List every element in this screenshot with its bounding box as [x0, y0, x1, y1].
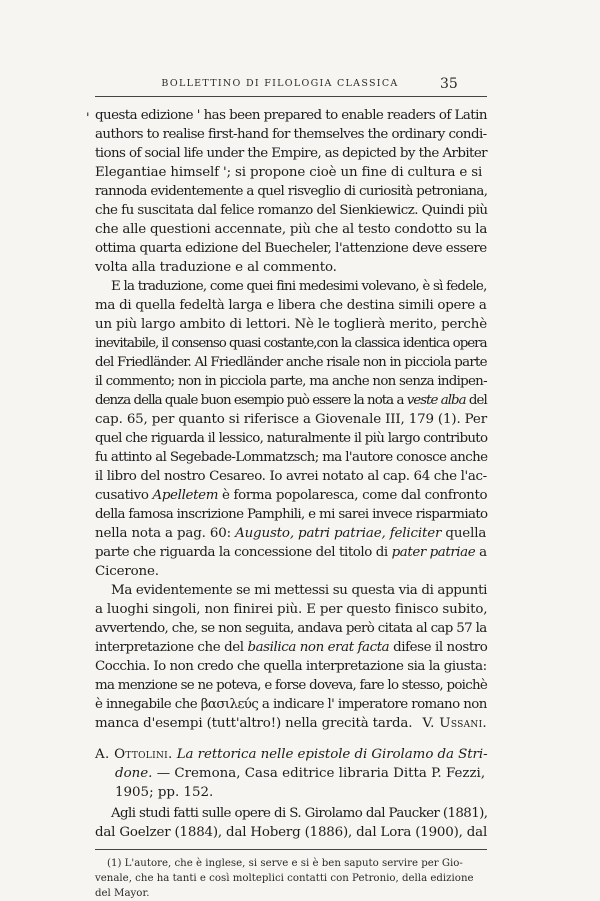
text-line: tions of social life under the Empire, as depicted by the Arbiter	[95, 146, 488, 161]
author-signature: V. Ussani.	[422, 716, 487, 731]
text-run: difese il nostro	[389, 640, 488, 655]
text-line	[95, 391, 487, 410]
text-line: che alle questioni accennate, più che al testo condotto su la	[95, 222, 488, 237]
italic-phrase: veste alba	[406, 393, 466, 408]
italic-phrase: Augusto, patri patriae, feliciter	[235, 526, 442, 541]
text-run: nella nota a pag. 60:	[95, 526, 236, 541]
review-entry	[95, 745, 487, 802]
review-heading-line	[95, 764, 487, 783]
text-line: ma di quella fedeltà larga e libera che destina simili opere a	[95, 298, 487, 313]
text-line: della famosa inscrizione Pamphili, e mi sarei invece risparmiato	[95, 507, 488, 522]
text-line: il libro del nostro Cesareo. Io avrei notato al cap. 64 che l'ac-	[95, 469, 487, 484]
text-run: del	[465, 393, 487, 408]
review-author: A. Ottolini.	[95, 747, 173, 762]
text-run: a	[475, 545, 487, 560]
text-line: rannoda evidentemente a quel risveglio di curiosità petroniana,	[95, 184, 488, 199]
text-line: Ma evidentemente se mi mettessi su questa via di appunti	[111, 583, 488, 598]
italic-phrase: Apelletem	[152, 488, 219, 503]
text-run: è forma popolaresca, come dal confronto	[218, 488, 488, 503]
text-line: il commento; non in picciola parte, ma anche non senza indipen-	[95, 374, 487, 389]
text-run: quella	[441, 526, 487, 541]
text-line: del Friedländer. Al Friedländer anche risale non in picciola parte	[95, 355, 487, 370]
text-line: questa edizione ' has been prepared to enable readers of Latin	[95, 108, 487, 123]
text-line: Elegantiae himself '; si propone cioè un fine di cultura e si	[95, 165, 483, 180]
review-title: La rettorica nelle epistole di Girolamo da Stri-	[176, 747, 488, 762]
text-line	[95, 714, 487, 733]
text-line	[95, 638, 487, 657]
text-line: Cicerone.	[95, 564, 159, 579]
text-line: ottima quarta edizione del Buecheler, l'attenzione deve essere	[95, 241, 487, 256]
text-line: inevitabile, il consenso quasi costante,con la classica identica opera	[95, 336, 487, 351]
paragraph-3	[95, 581, 487, 733]
footnote	[95, 856, 487, 901]
text-line	[95, 524, 487, 543]
paragraph-1	[86, 106, 488, 277]
footnote-rule	[95, 849, 487, 850]
text-line: dal Goelzer (1884), dal Hoberg (1886), dal Lora (1900), dal	[95, 825, 488, 840]
text-line: E la traduzione, come quei fini medesimi volevano, è sì fedele,	[111, 279, 487, 294]
italic-phrase: basilica non erat facta	[247, 640, 390, 655]
header-rule	[95, 96, 487, 97]
review-heading-line	[95, 745, 487, 764]
text-line: un più largo ambito di lettori. Nè le toglierà merito, perchè	[95, 317, 487, 332]
text-line: che fu suscitata dal felice romanzo del Sienkiewicz. Quindi più	[95, 203, 488, 218]
text-line: fu attinto al Segebade-Lommatzsch; ma l'autore conosce anche	[95, 450, 488, 465]
paragraph-2	[95, 277, 487, 581]
review-publisher: — Cremona, Casa editrice libraria Ditta P. Fezzi,	[152, 766, 486, 781]
text-line: ma menzione se ne poteva, e forse doveva, fare lo stesso, poichè	[95, 678, 488, 693]
footnote-line: del Mayor.	[95, 888, 150, 899]
text-line: a luoghi singoli, non finirei più. E per questo finisco subito,	[95, 602, 488, 617]
text-run: interpretazione che del	[95, 640, 248, 655]
text-line: cap. 65, per quanto si riferisce a Giovenale III, 179 (1). Per	[95, 412, 487, 427]
text-run: denza della quale buon esempio può essere la nota a	[95, 393, 407, 408]
text-run: cusativo	[95, 488, 153, 503]
footnote-line: (1) L'autore, che è inglese, si serve e si è ben saputo servire per Gio-	[107, 858, 463, 869]
text-line: Agli studi fatti sulle opere di S. Girolamo dal Paucker (1881),	[111, 806, 488, 821]
text-line	[95, 486, 487, 505]
running-title: BOLLETTINO DI FILOLOGIA CLASSICA	[161, 78, 399, 89]
text-line: quel che riguarda il lessico, naturalmente il più largo contributo	[95, 431, 488, 446]
review-paragraph	[95, 804, 487, 842]
text-run: parte che riguarda la concessione del titolo di	[95, 545, 392, 560]
text-line: Cocchia. Io non credo che quella interpretazione sia la giusta:	[95, 659, 487, 674]
text-line: authors to realise first-hand for themselves the ordinary condi-	[95, 127, 487, 142]
text-line: è innegabile che βασιλεύς a indicare l' imperatore romano non	[95, 697, 487, 712]
footnote-line: venale, che ha tanti e così molteplici contatti con Petronio, della edizione	[95, 873, 474, 884]
page-number: 35	[440, 76, 458, 92]
text-line: avvertendo, che, se non seguita, andava però citata al cap 57 la	[95, 621, 487, 636]
review-publisher-line: 1905; pp. 152.	[115, 785, 214, 800]
review-title: done.	[115, 766, 153, 781]
page-body	[86, 106, 488, 901]
text-run: manca d'esempi (tutt'altro!) nella grecità tarda.	[95, 716, 413, 731]
text-line	[95, 543, 487, 562]
margin-mark: '	[86, 111, 90, 126]
text-line: volta alla traduzione e al commento.	[95, 260, 337, 275]
italic-phrase: pater patriae	[391, 545, 476, 560]
